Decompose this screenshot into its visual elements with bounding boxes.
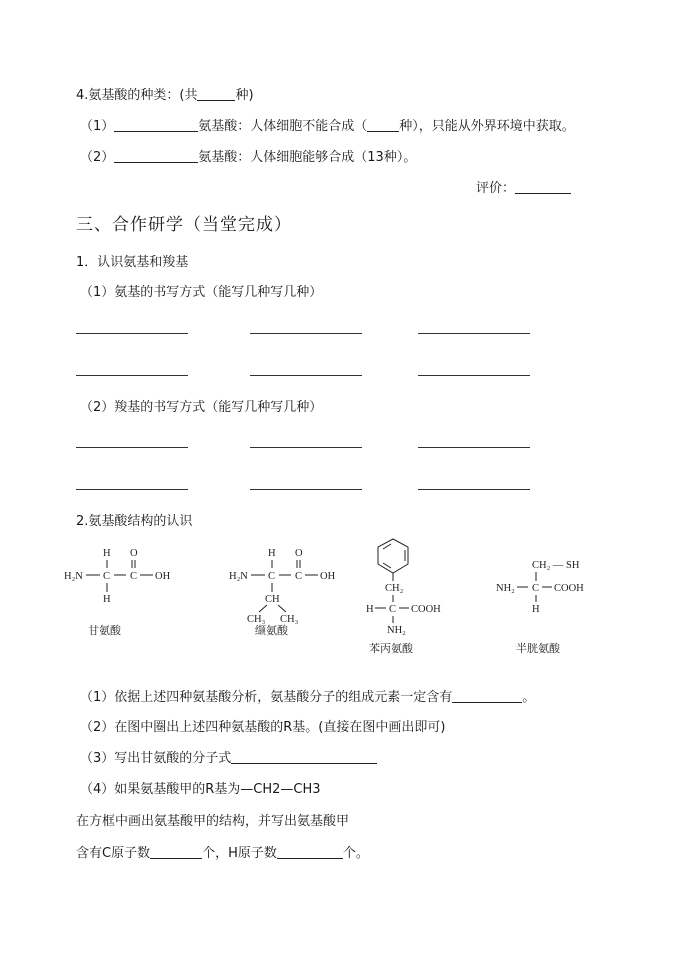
benzene-ring [378, 539, 408, 573]
essential-text-end: 种），只能从外界环境中获取。 [399, 119, 575, 134]
atom-h: H [366, 604, 374, 615]
elements-blank[interactable] [452, 688, 522, 703]
phenylalanine-name: 苯丙氨酸 [369, 643, 413, 655]
atom-h: H [103, 548, 111, 559]
nonessential-amino-acid-line [80, 146, 416, 165]
cysteine-name: 半胱氨酸 [516, 643, 560, 655]
answer-line[interactable] [250, 447, 362, 448]
valine-name: 缬氨酸 [255, 625, 288, 637]
answer-line[interactable] [250, 333, 362, 334]
amino-group-prompt: （1）氨基的书写方式（能写几种写几种） [80, 285, 323, 300]
q1-text: （1）依据上述四种氨基酸分析，氨基酸分子的组成元素一定含有 [80, 690, 453, 705]
nonessential-text: 氨基酸：人体细胞能够合成（13种）。 [198, 150, 417, 165]
atom-cooh: COOH [554, 583, 584, 594]
atom-oh: OH [320, 571, 336, 582]
q3-text: （3）写出甘氨酸的分子式 [80, 751, 232, 766]
answer-line[interactable] [250, 489, 362, 490]
question-4-line2: 在方框中画出氨基酸甲的结构，并写出氨基酸甲 [76, 814, 350, 829]
atom-ch2: CH₂ [385, 583, 404, 594]
h-count-text: 个，H原子数 [202, 846, 277, 861]
question-3 [80, 747, 377, 766]
atom-o: O [295, 548, 303, 559]
cysteine-structure [492, 550, 602, 658]
atom-cooh: COOH [411, 604, 441, 615]
atom-oh: OH [155, 571, 171, 582]
valine-structure [225, 540, 355, 645]
evaluation-blank[interactable] [515, 179, 571, 194]
q-number: （2） [80, 150, 115, 165]
essential-count-blank[interactable] [367, 117, 399, 132]
atom-ch: CH [265, 594, 280, 605]
answer-line[interactable] [76, 375, 188, 376]
question-4-line3 [76, 842, 369, 861]
essential-amino-acid-line [80, 115, 575, 134]
atom-ch3: CH₃ [280, 614, 299, 625]
answer-line[interactable] [76, 489, 188, 490]
atom-c: C [103, 571, 111, 582]
essential-blank[interactable] [114, 117, 198, 132]
carboxyl-group-prompt: （2）羧基的书写方式（能写几种写几种） [80, 400, 323, 415]
nonessential-blank[interactable] [114, 148, 198, 163]
question-1 [80, 686, 535, 705]
q-number: （1） [80, 119, 115, 134]
amino-acid-types-line [76, 84, 254, 103]
bond [278, 605, 286, 612]
question-2: （2）在图中圈出上述四种氨基酸的R基。(直接在图中画出即可) [80, 720, 446, 735]
atom-c: C [389, 604, 397, 615]
end-text: 个。 [342, 846, 369, 861]
atom-h: H [532, 604, 540, 615]
question-4: （4）如果氨基酸甲的R基为—CH2—CH3 [80, 782, 321, 797]
bond [383, 544, 391, 549]
answer-line[interactable] [418, 333, 530, 334]
types-count-blank[interactable] [197, 86, 235, 101]
types-title-pre: 4.氨基酸的种类：(共 [76, 88, 198, 103]
answer-line[interactable] [76, 333, 188, 334]
atom-h2n: H₂N [64, 571, 83, 582]
essential-text: 氨基酸：人体细胞不能合成（ [198, 119, 368, 134]
c-count-blank[interactable] [150, 844, 202, 859]
atom-nh2: NH₂ [387, 625, 406, 636]
atom-h: H [268, 548, 276, 559]
item1-title: 1．认识氨基和羧基 [76, 255, 189, 270]
answer-line[interactable] [250, 375, 362, 376]
phenylalanine-structure [362, 533, 462, 658]
section-heading: 三、合作研学（当堂完成） [76, 215, 292, 235]
atom-ch3: CH₃ [247, 614, 266, 625]
answer-line[interactable] [418, 489, 530, 490]
atom-o: O [130, 548, 138, 559]
answer-line[interactable] [418, 447, 530, 448]
formula-blank[interactable] [231, 749, 377, 764]
atom-c: C [130, 571, 138, 582]
evaluation-label: 评价： [476, 181, 516, 196]
atom-nh2: NH₂ [496, 583, 515, 594]
atom-h2n: H₂N [229, 571, 248, 582]
atom-c: C [532, 583, 540, 594]
atom-c: C [295, 571, 303, 582]
answer-line[interactable] [76, 447, 188, 448]
h-count-blank[interactable] [277, 844, 343, 859]
item2-title: 2.氨基酸结构的认识 [76, 514, 193, 529]
types-title-post: 种) [235, 88, 254, 103]
glycine-structure [60, 540, 190, 645]
atom-c: C [268, 571, 276, 582]
atom-ch2sh: CH₂ — SH [532, 560, 580, 571]
evaluation-line [476, 177, 571, 196]
glycine-name: 甘氨酸 [88, 625, 121, 637]
atom-h: H [103, 594, 111, 605]
bond [259, 605, 267, 612]
answer-line[interactable] [418, 375, 530, 376]
c-count-text: 含有C原子数 [76, 846, 151, 861]
q1-end: 。 [522, 690, 536, 705]
